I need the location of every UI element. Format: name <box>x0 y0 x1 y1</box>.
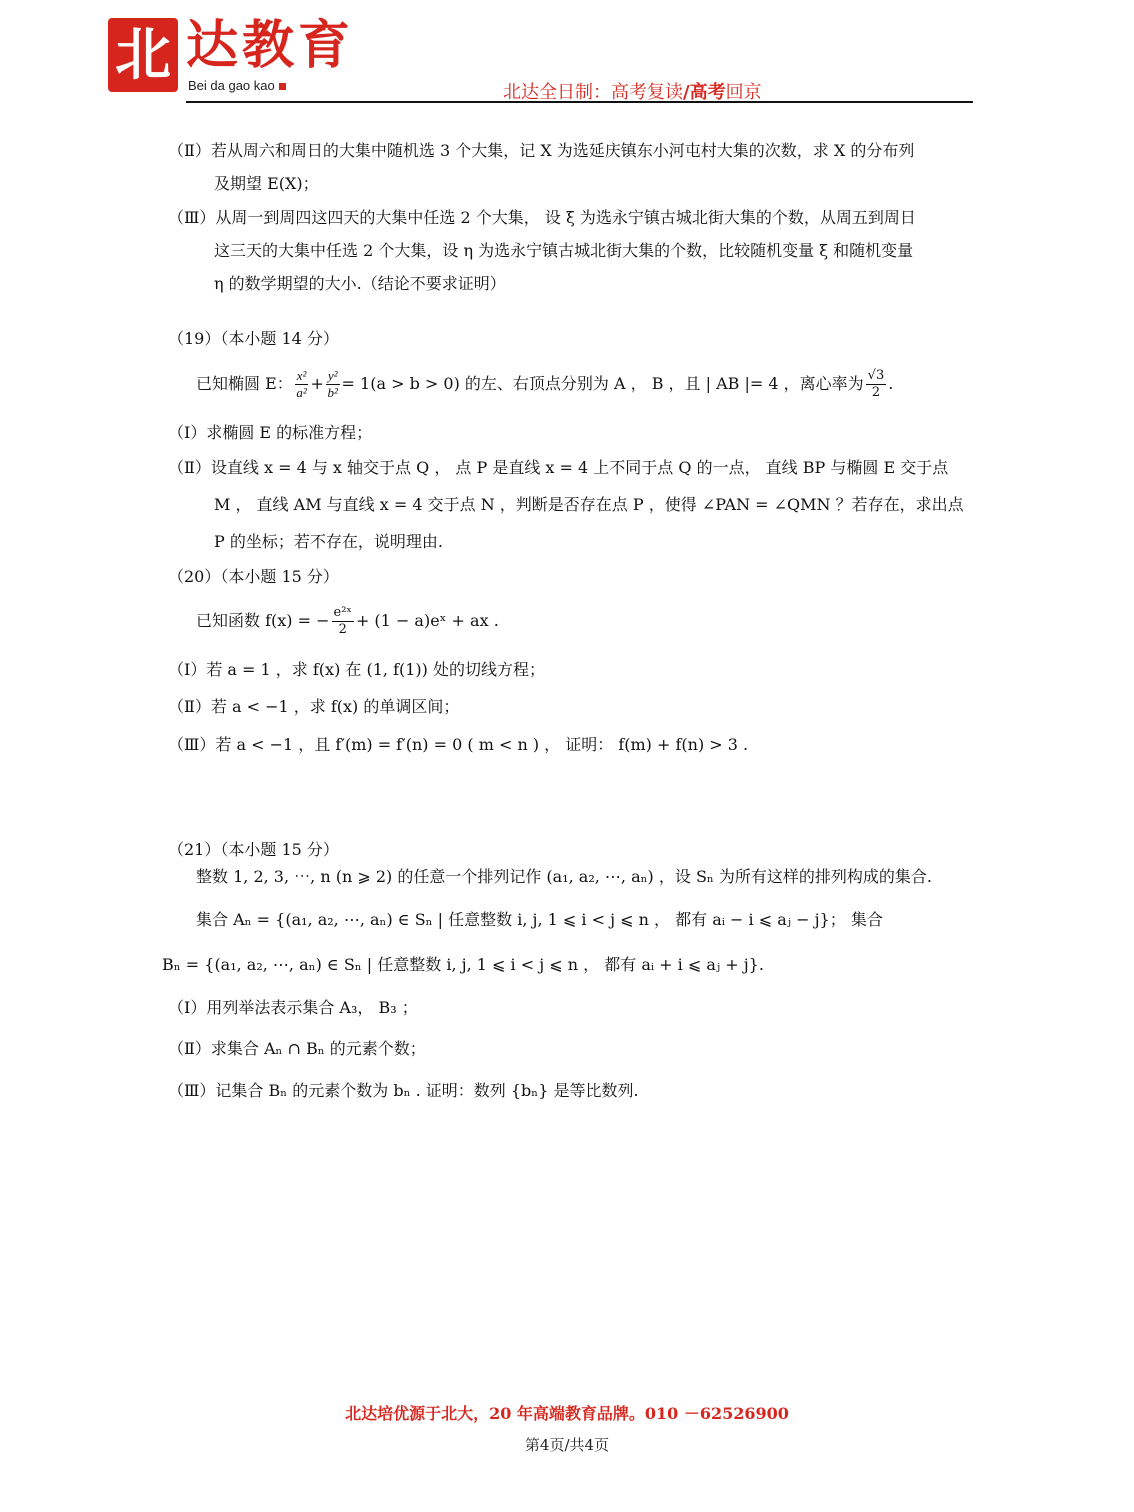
q21-part1: （Ⅰ）用列举法表示集合 A₃， B₃ ； <box>168 998 418 1017</box>
q20-heading: （20）（本小题 15 分） <box>168 567 339 586</box>
logo-subtitle-text: Bei da gao kao <box>188 78 275 93</box>
q19-frac-y <box>326 368 340 401</box>
q21-stem-3: Bₙ = {(a₁, a₂, ⋯, aₙ) ∈ Sₙ | 任意整数 i, j, 1 ⩽ i < j ⩽ n ， 都有 aᵢ + i ⩽ aⱼ + j}. <box>162 955 764 974</box>
q20-part1: （Ⅰ）若 a = 1 ，求 f(x) 在 (1, f(1)) 处的切线方程； <box>168 660 545 679</box>
q19-stem-text-1: 已知椭圆 E： <box>196 374 293 393</box>
q19-stem-plus: + <box>310 374 324 393</box>
q19-frac-y-num: y² <box>327 368 338 383</box>
header-divider <box>186 101 973 103</box>
q21-part2: （Ⅱ）求集合 Aₙ ∩ Bₙ 的元素个数； <box>168 1039 426 1058</box>
q19-stem-text-2: = 1(a > b > 0) 的左、右顶点分别为 A ， B ，且 | AB |= 4 ，离心率为 <box>341 374 864 393</box>
footer-slogan: 北达培优源于北大，20 年高端教育品牌。010 －62526900 <box>345 1404 789 1423</box>
q21-stem-1: 整数 1, 2, 3, ⋯, n (n ⩾ 2) 的任意一个排列记作 (a₁, a₂, ⋯, aₙ) ，设 Sₙ 为所有这样的排列构成的集合. <box>196 867 933 886</box>
q19-frac-ecc-num: √3 <box>867 368 885 383</box>
q19-frac-x-den: a² <box>296 385 307 400</box>
logo-title: 达教育 <box>186 15 355 76</box>
logo-mark: 北 <box>108 18 178 92</box>
q20-frac <box>332 605 354 638</box>
q19-part1: （Ⅰ）求椭圆 E 的标准方程； <box>168 423 373 442</box>
q18-part2-line1: （Ⅱ）若从周六和周日的大集中随机选 3 个大集，记 X 为选延庆镇东小河屯村大集的次数，求 X 的分布列 <box>168 141 915 160</box>
q20-stem <box>196 600 499 642</box>
q20-part2: （Ⅱ）若 a < −1 ，求 f(x) 的单调区间； <box>168 697 460 716</box>
q18-part3-line3: η 的数学期望的大小.（结论不要求证明） <box>214 274 506 293</box>
q19-part2-line1: （Ⅱ）设直线 x = 4 与 x 轴交于点 Q ， 点 P 是直线 x = 4 上不同于点 Q 的一点， 直线 BP 与椭圆 E 交于点 <box>168 458 949 477</box>
q21-part3: （Ⅲ）记集合 Bₙ 的元素个数为 bₙ . 证明：数列 {bₙ} 是等比数列. <box>168 1081 639 1100</box>
q20-stem-text-1: 已知函数 f(x) = − <box>196 611 330 630</box>
q20-frac-num: e²ˣ <box>333 605 352 620</box>
q19-frac-x-num: x² <box>296 368 307 383</box>
q19-part2-line2: M ， 直线 AM 与直线 x = 4 交于点 N ，判断是否存在点 P ，使得 ∠PAN = ∠QMN ？若存在，求出点 <box>214 495 964 514</box>
q18-part2-line2: 及期望 E(X)； <box>214 174 319 193</box>
q20-frac-den: 2 <box>338 622 347 637</box>
q21-heading: （21）（本小题 15 分） <box>168 840 339 859</box>
slogan-part-3: 回京 <box>725 82 762 103</box>
q19-frac-ecc-den: 2 <box>871 385 881 400</box>
page-number: 第4页/共4页 <box>524 1436 610 1454</box>
q18-part3-line2: 这三天的大集中任选 2 个大集，设 η 为选永宁镇古城北街大集的个数，比较随机变量 ξ 和随机变量 <box>214 241 914 260</box>
q19-stem <box>196 364 893 404</box>
q20-part3: （Ⅲ）若 a < −1 ，且 f′(m) = f′(n) = 0 ( m < n ) ， 证明： f(m) + f(n) > 3 . <box>168 735 749 754</box>
logo-square-icon <box>279 83 286 90</box>
q20-stem-text-2: + (1 − a)eˣ + ax . <box>355 611 499 630</box>
logo-subtitle <box>188 78 286 93</box>
q19-frac-ecc <box>866 368 887 401</box>
q18-part3-line1: （Ⅲ）从周一到周四这四天的大集中任选 2 个大集， 设 ξ 为选永宁镇古城北街大集的个数，从周五到周日 <box>168 208 916 227</box>
q19-frac-y-den: b² <box>327 385 338 400</box>
q19-part2-line3: P 的坐标；若不存在，说明理由. <box>214 532 443 551</box>
slogan-part-2: /高考 <box>683 82 726 103</box>
slogan-part-1: 北达全日制：高考复读 <box>503 82 683 103</box>
q19-frac-x <box>295 368 309 401</box>
q21-stem-2: 集合 Aₙ = {(a₁, a₂, ⋯, aₙ) ∈ Sₙ | 任意整数 i, j, 1 ⩽ i < j ⩽ n ， 都有 aᵢ − i ⩽ aⱼ − j}； 集合 <box>196 910 883 929</box>
q19-heading: （19）（本小题 14 分） <box>168 329 339 348</box>
q19-stem-period: . <box>888 374 894 393</box>
